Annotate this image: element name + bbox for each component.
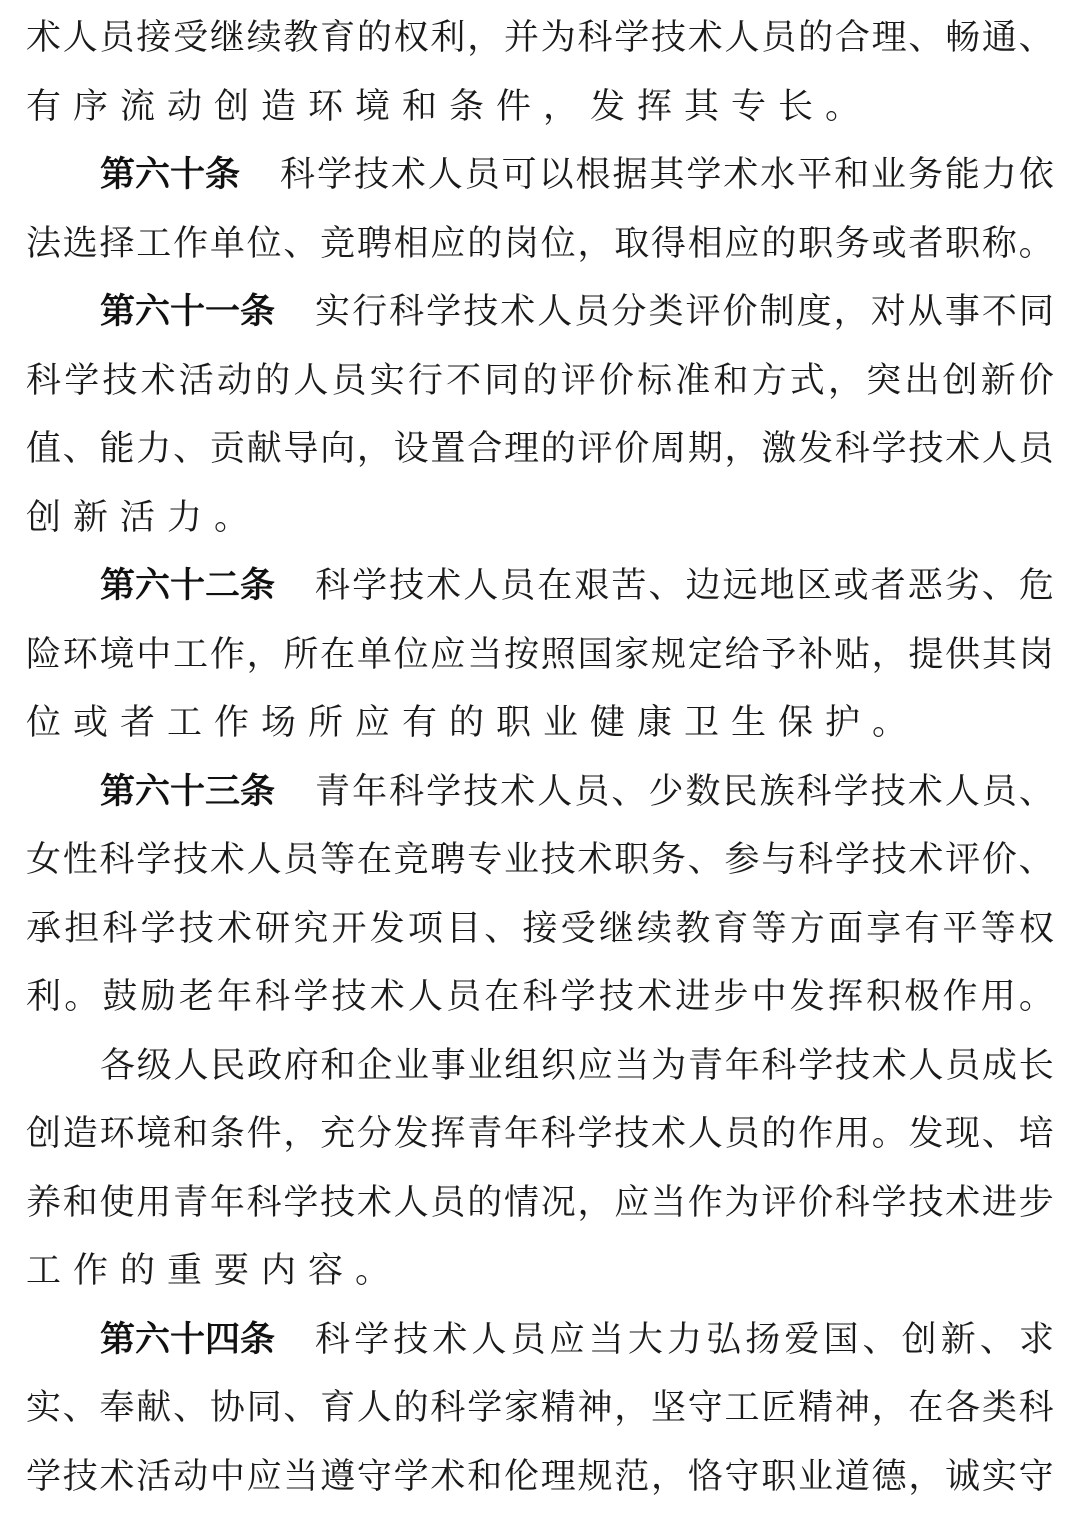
article-heading: 第六十一条	[100, 292, 276, 332]
line-text: 科 学 技 术 人 员 在 艰 苦 、 边 远 地 区 或 者 恶 劣 、 危	[315, 566, 1054, 606]
text-line	[26, 621, 1054, 689]
article-first-line	[100, 758, 1054, 826]
text-line	[26, 415, 1054, 483]
line-text: 实 、 奉 献 、 协 同 、 育 人 的 科 学 家 精 神 ， 坚 守 工 匠 精 神 ， 在 各 类 科	[26, 1388, 1054, 1428]
article-heading: 第六十三条	[100, 771, 276, 812]
line-text: 位或者工作场所应有的职业健康卫生保护。	[26, 703, 920, 743]
line-text: 险 环 境 中 工 作 ， 所 在 单 位 应 当 按 照 国 家 规 定 给 予 补 贴 ， 提 供 其 岗	[26, 634, 1054, 675]
line-text: 科 学 技 术 活 动 的 人 员 实 行 不 同 的 评 价 标 准 和 方 式 ， 突 出 创 新 价	[26, 360, 1054, 401]
article-heading: 第六十四条	[100, 1319, 276, 1360]
text-line	[26, 895, 1054, 963]
text-line	[26, 73, 872, 141]
article-first-line	[100, 141, 1054, 209]
text-line	[26, 689, 919, 757]
line-text: 创 造 环 境 和 条 件 ， 充 分 发 挥 青 年 科 学 技 术 人 员 的 作 用 。 发 现 、 培	[26, 1114, 1054, 1154]
text-line	[26, 1443, 1054, 1511]
text-line	[26, 1169, 1054, 1237]
text-line	[26, 1237, 402, 1305]
article-heading: 第六十二条	[100, 566, 276, 606]
text-line	[26, 1374, 1054, 1442]
text-line	[26, 4, 1054, 72]
line-text: 养 和 使 用 青 年 科 学 技 术 人 员 的 情 况 ， 应 当 作 为 评 价 科 学 技 术 进 步	[26, 1182, 1054, 1223]
line-text: 值 、 能 力 、 贡 献 导 向 ， 设 置 合 理 的 评 价 周 期 ， 激 发 科 学 技 术 人 员	[26, 429, 1054, 469]
text-line	[26, 210, 1054, 278]
line-text: 工作的重要内容。	[26, 1251, 403, 1291]
article-first-line	[100, 1306, 1054, 1374]
article-first-line	[100, 278, 1054, 346]
text-line	[100, 1032, 1054, 1100]
line-text: 法 选 择 工 作 单 位 、 竞 聘 相 应 的 岗 位 ， 取 得 相 应 的 职 务 或 者 职 称 。	[26, 223, 1054, 264]
text-line	[26, 1100, 1054, 1168]
line-text: 青 年 科 学 技 术 人 员 、 少 数 民 族 科 学 技 术 人 员 、	[315, 771, 1054, 812]
line-text: 术 人 员 接 受 继 续 教 育 的 权 利 ， 并 为 科 学 技 术 人 员 的 合 理 、 畅 通 、	[26, 18, 1054, 58]
text-line	[26, 347, 1054, 415]
text-line	[26, 963, 1054, 1031]
text-line	[26, 826, 1054, 894]
line-text: 各 级 人 民 政 府 和 企 业 事 业 组 织 应 当 为 青 年 科 学 技 术 人 员 成 长	[100, 1045, 1054, 1086]
line-text: 学 技 术 活 动 中 应 当 遵 守 学 术 和 伦 理 规 范 ， 恪 守 职 业 道 德 ， 诚 实 守	[26, 1456, 1054, 1497]
line-text: 有序流动创造环境和条件，发挥其专长。	[26, 86, 873, 127]
line-text: 科 学 技 术 人 员 应 当 大 力 弘 扬 爱 国 、 创 新 、 求	[315, 1319, 1054, 1360]
line-text: 创新活力。	[26, 497, 262, 538]
article-first-line	[100, 552, 1054, 620]
article-heading: 第六十条	[100, 155, 241, 195]
line-text: 科 学 技 术 人 员 可 以 根 据 其 学 术 水 平 和 业 务 能 力 依	[280, 155, 1054, 195]
text-line	[26, 484, 261, 552]
line-text: 女 性 科 学 技 术 人 员 等 在 竞 聘 专 业 技 术 职 务 、 参 与 科 学 技 术 评 价 、	[26, 840, 1054, 880]
line-text: 承 担 科 学 技 术 研 究 开 发 项 目 、 接 受 继 续 教 育 等 方 面 享 有 平 等 权	[26, 908, 1054, 949]
line-text: 实 行 科 学 技 术 人 员 分 类 评 价 制 度 ， 对 从 事 不 同	[315, 292, 1054, 332]
line-text: 利 。 鼓 励 老 年 科 学 技 术 人 员 在 科 学 技 术 进 步 中 发 挥 积 极 作 用 。	[26, 977, 1054, 1017]
